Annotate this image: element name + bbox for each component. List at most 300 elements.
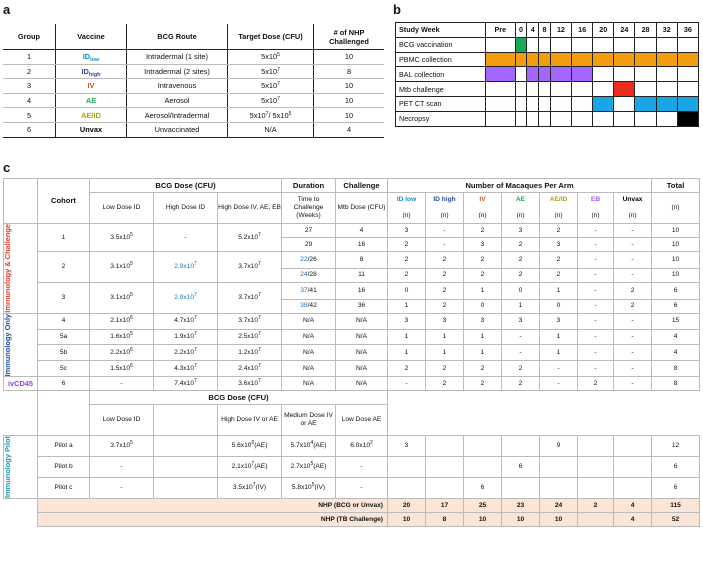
time-to-challenge: 27 <box>282 224 336 238</box>
exponent: 7 <box>277 66 280 73</box>
nhp-challenged: 4 <box>314 122 385 137</box>
arm-count: 2 <box>426 377 464 391</box>
pilot-cohort-id: Pilot a <box>38 436 90 457</box>
arm-count: - <box>578 361 614 377</box>
mtb-dose: 16 <box>336 282 388 299</box>
col-vaccine: Vaccine <box>56 24 127 50</box>
time-to-challenge: N/A <box>282 329 336 345</box>
row-total: 15 <box>652 313 700 329</box>
arm-count: 3 <box>464 238 502 252</box>
timeline-row <box>396 111 699 126</box>
cohort-row <box>4 252 700 269</box>
exponent: 7 <box>258 260 261 267</box>
pilot-empty <box>464 391 502 436</box>
cohort-header: Cohort <box>38 179 90 224</box>
pilot-blank-col <box>154 436 218 457</box>
pilot-med: $2.7x10^5(AE)$ <box>282 457 336 478</box>
blank-corner <box>4 179 38 224</box>
timeline-mark-purple <box>486 67 516 82</box>
arm-count: 0 <box>502 282 540 299</box>
row-total: 10 <box>652 224 700 238</box>
row-total: 12 <box>652 436 700 457</box>
row-total: 10 <box>652 268 700 282</box>
mtb-dose: 16 <box>336 238 388 252</box>
mtb-dose: N/A <box>336 345 388 361</box>
arm-header: AE/ID (n) <box>540 193 578 224</box>
col-route: BCG Route <box>127 24 228 50</box>
arm-count: 0 <box>464 299 502 313</box>
arm-count: 2 <box>540 224 578 238</box>
vaccine-subscript: low <box>90 57 100 64</box>
timeline-cell <box>635 82 656 97</box>
arm-count: - <box>502 329 540 345</box>
low-dose: $2.1x10^6$ <box>90 313 154 329</box>
time-to-challenge: N/A <box>282 345 336 361</box>
timeline-mark-orange <box>550 52 571 67</box>
arm-count: 1 <box>540 282 578 299</box>
pilot-blank-col <box>154 457 218 478</box>
timeline-mark-orange <box>593 52 614 67</box>
vaccine-group-row <box>3 93 384 108</box>
high-dose-iv: $1.2x10^7$ <box>218 345 282 361</box>
n-label: (n) <box>516 212 525 219</box>
high-dose-iv: $5.2x10^7$ <box>218 224 282 252</box>
exponent: 6 <box>130 362 133 369</box>
n-label: (n) <box>591 212 600 219</box>
pilot-blank <box>38 391 90 436</box>
arm-count: 2 <box>578 377 614 391</box>
time-to-challenge: N/A <box>282 361 336 377</box>
exponent: 5 <box>130 260 133 267</box>
timeline-mark-blue <box>656 96 677 111</box>
arm-count: 1 <box>464 282 502 299</box>
arm-count: 0 <box>540 299 578 313</box>
arm-count <box>614 478 652 499</box>
vaccine-group-row <box>3 79 384 94</box>
pilot-empty <box>502 391 540 436</box>
arm-count: 1 <box>426 329 464 345</box>
timeline-row <box>396 82 699 97</box>
arm-count <box>614 436 652 457</box>
total-header: Total <box>652 179 700 193</box>
arm-count: 3 <box>540 313 578 329</box>
exponent: 6 <box>130 315 133 322</box>
arm-count <box>388 478 426 499</box>
pilot-empty <box>540 391 578 436</box>
timeline-mark-orange <box>572 52 593 67</box>
arm-count: 1 <box>388 299 426 313</box>
timeline-cell <box>515 67 527 82</box>
week-36: 36 <box>677 23 698 38</box>
totals-count: 24 <box>540 499 578 513</box>
row-total: 6 <box>652 282 700 299</box>
target-dose: $5x10^7$ <box>228 93 314 108</box>
macaques-header: Number of Macaques Per Arm <box>388 179 652 193</box>
pilot-low: - <box>90 478 154 499</box>
timeline-row <box>396 96 699 111</box>
cohort-row <box>4 313 700 329</box>
week-32: 32 <box>656 23 677 38</box>
arm-count <box>578 478 614 499</box>
time-to-challenge: N/A <box>282 377 336 391</box>
timeline-row <box>396 37 699 52</box>
mtb-dose: N/A <box>336 377 388 391</box>
low-dose: $2.2x10^6$ <box>90 345 154 361</box>
pilot-low-dose: Low Dose ID <box>90 405 154 436</box>
arm-count: - <box>614 329 652 345</box>
totals-count: 23 <box>502 499 540 513</box>
high-dose-iv: $3.7x10^7$ <box>218 252 282 283</box>
exponent: 7 <box>258 330 261 337</box>
timeline-mark-orange <box>656 52 677 67</box>
arm-count: - <box>614 268 652 282</box>
study-week-header: Study Week <box>396 23 486 38</box>
timeline-cell <box>527 111 539 126</box>
pilot-blank <box>4 391 38 436</box>
vaccine-group-row <box>3 108 384 123</box>
cohort-id: 6 <box>38 377 90 391</box>
group-label <box>4 224 38 314</box>
duration-header: Duration <box>282 179 336 193</box>
exponent: 2 <box>370 440 373 447</box>
n-label: (n) <box>478 212 487 219</box>
arm-count: 2 <box>426 268 464 282</box>
arm-count <box>614 457 652 478</box>
timeline-label: Necropsy <box>396 111 486 126</box>
timeline-mark-green <box>515 37 527 52</box>
pilot-high-dose: High Dose IV or AE <box>218 405 282 436</box>
arm-count: 2 <box>540 268 578 282</box>
week-20: 20 <box>593 23 614 38</box>
arm-count: 2 <box>614 299 652 313</box>
arm-count: 3 <box>502 224 540 238</box>
group-number: 5 <box>3 108 56 123</box>
timeline-cell <box>656 82 677 97</box>
study-timeline-table <box>395 22 699 127</box>
totals-label: NHP (BCG or Unvax) <box>38 499 388 513</box>
exponent: 7 <box>194 362 197 369</box>
totals-row <box>4 499 700 513</box>
panel-label-b: b <box>393 2 401 17</box>
timeline-mark-orange <box>614 52 635 67</box>
cohort-row <box>4 377 700 391</box>
arm-count: 1 <box>388 329 426 345</box>
mtb-dose: N/A <box>336 329 388 345</box>
arm-count: - <box>614 238 652 252</box>
low-dose: $1.5x10^6$ <box>90 361 154 377</box>
pilot-low-ae: Low Dose AE <box>336 405 388 436</box>
timeline-cell <box>527 82 539 97</box>
exponent: 7 <box>277 81 280 88</box>
timeline-cell <box>486 82 516 97</box>
arm-count: - <box>578 252 614 269</box>
timeline-cell <box>677 67 698 82</box>
time-to-challenge: 37/41 <box>282 282 336 299</box>
time-to-challenge: N/A <box>282 313 336 329</box>
arm-count: - <box>578 282 614 299</box>
exponent: 7 <box>194 291 197 298</box>
pilot-high: $3.5x10^7(IV)$ <box>218 478 282 499</box>
nhp-challenged: 8 <box>314 64 385 79</box>
exponent: 7 <box>265 110 269 117</box>
vaccine-group-row <box>3 122 384 137</box>
nhp-challenged: 10 <box>314 108 385 123</box>
cohort-id: 2 <box>38 252 90 283</box>
pilot-low: $3.7x10^5$ <box>90 436 154 457</box>
time-to-challenge: 38/42 <box>282 299 336 313</box>
cohort-row <box>4 361 700 377</box>
high-dose-iv: $3.7x10^7$ <box>218 313 282 329</box>
totals-count: 4 <box>614 499 652 513</box>
high-dose: $4.7x10^7$ <box>154 313 218 329</box>
exponent: 5 <box>277 52 280 59</box>
timeline-cell <box>550 111 571 126</box>
bcg-route: Aerosol <box>127 93 228 108</box>
pilot-low-ae: - <box>336 457 388 478</box>
timeline-cell <box>550 82 571 97</box>
arm-count: 3 <box>464 313 502 329</box>
timeline-cell <box>635 37 656 52</box>
n-label: (n) <box>628 212 637 219</box>
arm-count: 2 <box>388 252 426 269</box>
group-number: 3 <box>3 79 56 94</box>
sub-mtb: Mtb Dose (CFU) <box>336 193 388 224</box>
totals-count: 10 <box>540 513 578 527</box>
cohort-id: 5a <box>38 329 90 345</box>
bcg-route: Intravenous <box>127 79 228 94</box>
exponent: 7 <box>251 461 255 468</box>
high-dose: - <box>154 224 218 252</box>
mtb-dose: N/A <box>336 361 388 377</box>
arm-count: - <box>614 361 652 377</box>
time-first: 37 <box>300 286 308 294</box>
arm-count: - <box>614 377 652 391</box>
totals-count: 20 <box>388 499 426 513</box>
target-dose: $5x10^5$ <box>228 50 314 65</box>
col-nhp: # of NHP Challenged <box>314 24 385 50</box>
pilot-low-ae: - <box>336 478 388 499</box>
time-first: 22 <box>300 255 308 263</box>
timeline-cell <box>614 37 635 52</box>
sub-low-dose: Low Dose ID <box>90 193 154 224</box>
cohort-row <box>4 329 700 345</box>
totals-count: 2 <box>578 499 614 513</box>
timeline-cell <box>656 111 677 126</box>
timeline-cell <box>677 37 698 52</box>
timeline-cell <box>539 96 551 111</box>
arm-count: 2 <box>388 361 426 377</box>
arm-count: 2 <box>388 238 426 252</box>
timeline-mark-purple <box>539 67 551 82</box>
arm-header: ID low (n) <box>388 193 426 224</box>
arm-count: 2 <box>464 377 502 391</box>
arm-header: IV (n) <box>464 193 502 224</box>
arm-count: 3 <box>388 436 426 457</box>
timeline-cell <box>486 111 516 126</box>
arm-count: 2 <box>426 361 464 377</box>
timeline-label: PBMC collection <box>396 52 486 67</box>
timeline-cell <box>593 111 614 126</box>
arm-count: 2 <box>502 377 540 391</box>
timeline-cell <box>614 111 635 126</box>
week-16: 16 <box>572 23 593 38</box>
nhp-challenged: 10 <box>314 79 385 94</box>
timeline-cell <box>572 82 593 97</box>
cohort-id: 5c <box>38 361 90 377</box>
group-number: 1 <box>3 50 56 65</box>
row-total: 4 <box>652 345 700 361</box>
timeline-label: Mtb challenge <box>396 82 486 97</box>
n-label: (n) <box>402 212 411 219</box>
high-dose-iv: $3.6x10^7$ <box>218 377 282 391</box>
arm-count: - <box>578 224 614 238</box>
time-first: 38 <box>300 302 308 310</box>
totals-count: 25 <box>464 499 502 513</box>
high-dose-iv: $2.4x10^7$ <box>218 361 282 377</box>
exponent: 4 <box>310 440 314 447</box>
arm-count: 3 <box>502 313 540 329</box>
timeline-cell <box>527 37 539 52</box>
totals-blank <box>4 513 38 527</box>
totals-count: 10 <box>388 513 426 527</box>
timeline-label: BAL collection <box>396 67 486 82</box>
arm-count: - <box>502 345 540 361</box>
row-total: 8 <box>652 361 700 377</box>
row-total: 4 <box>652 329 700 345</box>
arm-count: - <box>426 238 464 252</box>
exponent: 5 <box>311 482 315 489</box>
arm-count: 2 <box>502 252 540 269</box>
arm-count: 2 <box>426 282 464 299</box>
mtb-dose: 8 <box>336 252 388 269</box>
timeline-row <box>396 52 699 67</box>
exponent: 6 <box>251 440 255 447</box>
high-dose-iv: $3.7x10^7$ <box>218 282 282 313</box>
arm-count: 3 <box>388 313 426 329</box>
vaccine-group-row <box>3 50 384 65</box>
totals-blank <box>4 499 38 513</box>
arm-count: 2 <box>502 238 540 252</box>
timeline-cell <box>572 111 593 126</box>
arm-count: 2 <box>426 252 464 269</box>
pilot-row <box>4 478 700 499</box>
grand-total: 52 <box>652 513 700 527</box>
exponent: 7 <box>258 231 261 238</box>
timeline-mark-orange <box>677 52 698 67</box>
exponent: 7 <box>252 482 256 489</box>
group-number: 4 <box>3 93 56 108</box>
col-dose: Target Dose (CFU) <box>228 24 314 50</box>
arm-count: 0 <box>388 282 426 299</box>
challenge-header: Challenge <box>336 179 388 193</box>
timeline-mark-orange <box>515 52 527 67</box>
arm-count: - <box>426 224 464 238</box>
arm-count: 2 <box>464 361 502 377</box>
mtb-dose: 11 <box>336 268 388 282</box>
high-dose: $2.9x10^7$ <box>154 252 218 283</box>
arm-count: 3 <box>388 224 426 238</box>
week-28: 28 <box>635 23 656 38</box>
pilot-row <box>4 436 700 457</box>
bcg-route: Aerosol/Intradermal <box>127 108 228 123</box>
arm-count: 1 <box>388 345 426 361</box>
high-dose: $1.9x10^7$ <box>154 329 218 345</box>
bcg-route: Intradermal (1 site) <box>127 50 228 65</box>
panel-label-c: c <box>3 160 11 175</box>
high-dose: $2.2x10^7$ <box>154 345 218 361</box>
week-8: 8 <box>539 23 551 38</box>
week-0: 0 <box>515 23 527 38</box>
exponent: 5 <box>130 440 133 447</box>
row-total: 6 <box>652 457 700 478</box>
col-group: Group <box>3 24 56 50</box>
week-pre: Pre <box>486 23 516 38</box>
arm-count <box>426 478 464 499</box>
timeline-row <box>396 67 699 82</box>
arm-count: - <box>578 299 614 313</box>
totals-count: 10 <box>464 513 502 527</box>
arm-header: EB (n) <box>578 193 614 224</box>
bcg-route: Unvaccinated <box>127 122 228 137</box>
totals-count: 17 <box>426 499 464 513</box>
cohort-row <box>4 345 700 361</box>
time-to-challenge: 29 <box>282 238 336 252</box>
exponent: 5 <box>288 110 292 117</box>
group-label-text: Immunology Only <box>3 313 12 377</box>
cohort-id: 5b <box>38 345 90 361</box>
arm-count: - <box>614 313 652 329</box>
timeline-cell <box>550 37 571 52</box>
arm-count: 1 <box>426 345 464 361</box>
pilot-med: $5.7x10^4(AE)$ <box>282 436 336 457</box>
sub-high-dose: High Dose ID <box>154 193 218 224</box>
pilot-blank-col <box>154 478 218 499</box>
exponent: 7 <box>194 330 197 337</box>
arm-count: 1 <box>540 345 578 361</box>
arm-count: 1 <box>502 299 540 313</box>
group-label-text: Immunology Pilot <box>3 436 12 499</box>
low-dose: - <box>90 377 154 391</box>
totals-count: 8 <box>426 513 464 527</box>
timeline-mark-orange <box>635 52 656 67</box>
arm-count: 3 <box>540 238 578 252</box>
arm-count: - <box>578 238 614 252</box>
sub-time: Time to Challenge (Weeks) <box>282 193 336 224</box>
arm-count <box>578 457 614 478</box>
timeline-cell <box>635 67 656 82</box>
week-4: 4 <box>527 23 539 38</box>
vaccine-name: Unvax <box>56 122 127 137</box>
arm-count: - <box>614 345 652 361</box>
timeline-cell <box>572 37 593 52</box>
timeline-cell <box>656 37 677 52</box>
vaccine-name: AE <box>56 93 127 108</box>
arm-count <box>578 436 614 457</box>
arm-count <box>540 457 578 478</box>
timeline-mark-purple <box>527 67 539 82</box>
arm-count: 2 <box>502 361 540 377</box>
vaccine-subscript: high <box>88 71 101 78</box>
timeline-mark-orange <box>527 52 539 67</box>
timeline-mark-blue <box>593 96 614 111</box>
arm-count: 6 <box>464 478 502 499</box>
timeline-cell <box>515 111 527 126</box>
arm-count: - <box>578 345 614 361</box>
timeline-cell <box>539 111 551 126</box>
exponent: 7 <box>258 377 261 384</box>
arm-count <box>426 436 464 457</box>
pilot-row <box>4 457 700 478</box>
